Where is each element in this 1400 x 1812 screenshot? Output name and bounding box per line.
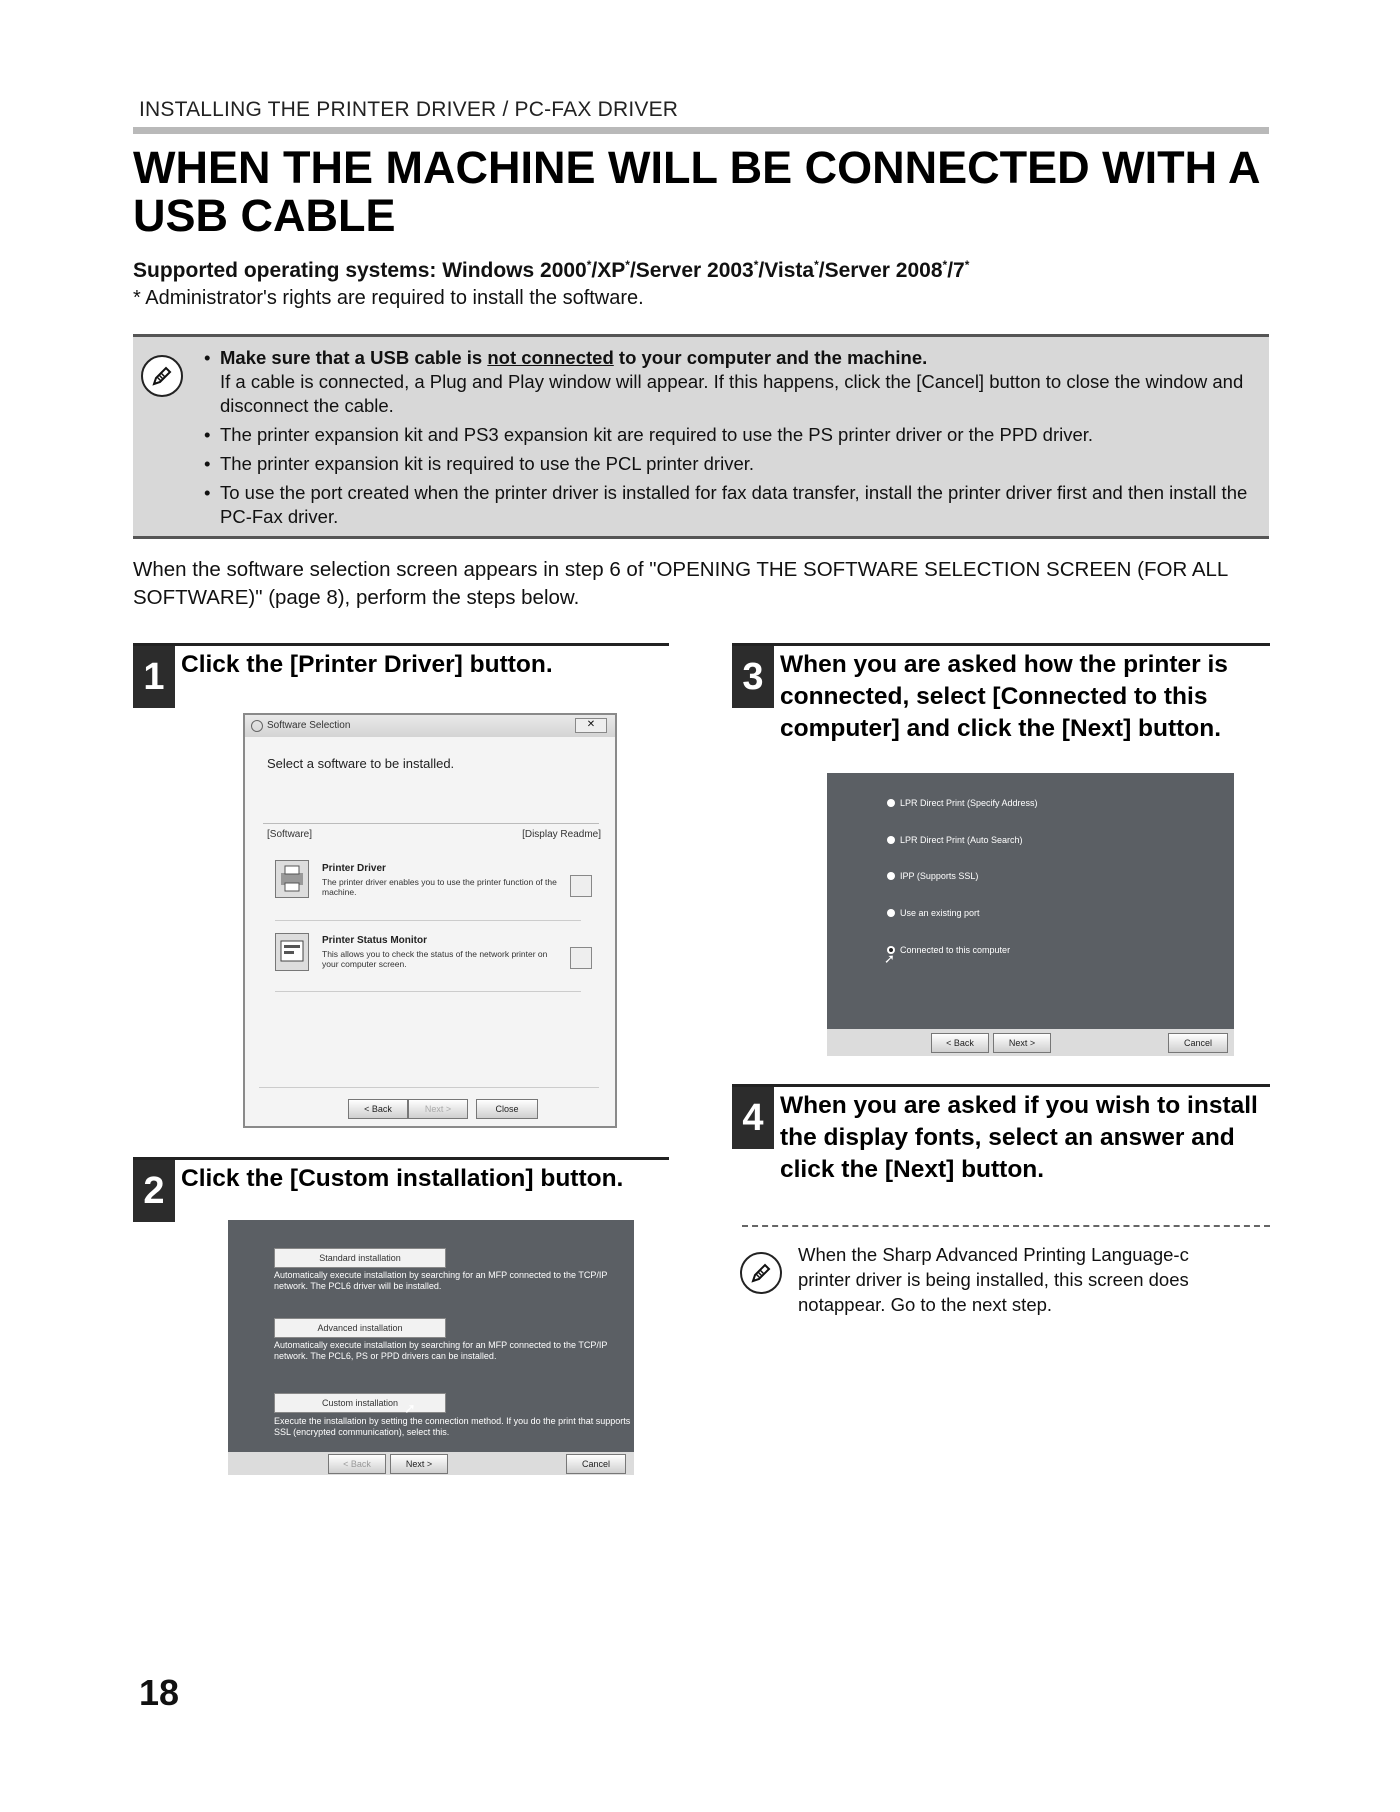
note-item: • To use the port created when the printer driver is installed for fax data transfer, install the printer driver first and then install the PC-Fax driver. bbox=[202, 481, 1262, 529]
printer-driver-label[interactable]: Printer Driver bbox=[322, 863, 386, 874]
supported-os bbox=[133, 258, 969, 283]
custom-installation-button[interactable]: Custom installation bbox=[274, 1393, 446, 1413]
installation-type-screenshot bbox=[228, 1220, 634, 1475]
page-title: WHEN THE MACHINE WILL BE CONNECTED WITH A USB CABLE bbox=[133, 142, 1259, 241]
admin-note: * Administrator's rights are required to install the software. bbox=[133, 287, 644, 309]
page-number: 18 bbox=[139, 1672, 180, 1713]
close-button[interactable]: Close bbox=[476, 1099, 538, 1119]
pencil-note-icon bbox=[740, 1252, 782, 1294]
divider bbox=[263, 823, 599, 824]
close-icon[interactable]: ✕ bbox=[575, 718, 607, 733]
radio-label: IPP (Supports SSL) bbox=[900, 871, 979, 881]
note-item: • The printer expansion kit and PS3 expansion kit are required to use the PS printer driver or the PPD driver. bbox=[202, 423, 1262, 447]
step-4-title: When you are asked if you wish to install the display fonts, select an answer and click the [Next] button. bbox=[780, 1092, 1258, 1183]
os-vista: /Vista bbox=[758, 259, 815, 282]
back-button[interactable]: < Back bbox=[328, 1454, 386, 1474]
os-win7: /7 bbox=[947, 259, 965, 282]
asterisk: * bbox=[586, 258, 592, 272]
app-icon bbox=[251, 720, 263, 732]
column-software: [Software] bbox=[267, 829, 313, 840]
asterisk: * bbox=[753, 258, 759, 272]
readme-icon[interactable] bbox=[570, 947, 592, 969]
radio-label: LPR Direct Print (Auto Search) bbox=[900, 835, 1023, 845]
status-monitor-icon[interactable] bbox=[275, 933, 309, 971]
advanced-installation-button[interactable]: Advanced installation bbox=[274, 1318, 446, 1338]
radio-icon bbox=[887, 799, 895, 807]
asterisk: * bbox=[625, 258, 630, 272]
next-button[interactable]: Next > bbox=[993, 1033, 1051, 1053]
intro-paragraph: When the software selection screen appears in step 6 of "OPENING THE SOFTWARE SELECTION SCREEN (FOR ALL SOFTWARE)" (page 8), perform the steps below. bbox=[133, 558, 1228, 609]
divider bbox=[275, 920, 581, 921]
radio-icon bbox=[887, 836, 895, 844]
step-2-rule bbox=[133, 1157, 669, 1160]
os-xp: /XP bbox=[591, 259, 626, 282]
readme-icon[interactable] bbox=[570, 875, 592, 897]
step-2-number: 2 bbox=[133, 1160, 175, 1222]
radio-option[interactable] bbox=[887, 798, 1038, 808]
tip-text: When the Sharp Advanced Printing Language-c printer driver is being installed, this screen does notappear. Go to the next step. bbox=[798, 1244, 1189, 1315]
note-underlined-text: not connected bbox=[487, 347, 614, 368]
header-rule bbox=[133, 127, 1269, 134]
radio-label: Use an existing port bbox=[900, 908, 980, 918]
status-monitor-desc: This allows you to check the status of the network printer on your computer screen. bbox=[322, 949, 548, 969]
step-2-title: Click the [Custom installation] button. bbox=[181, 1165, 624, 1192]
step-4-rule bbox=[732, 1084, 1270, 1087]
step-1-number: 1 bbox=[133, 646, 175, 708]
next-button[interactable]: Next > bbox=[390, 1454, 448, 1474]
note-bold-text: Make sure that a USB cable is bbox=[220, 347, 488, 368]
mouse-cursor-icon: ➚ bbox=[884, 951, 895, 966]
note-item: • The printer expansion kit is required to use the PCL printer driver. bbox=[202, 452, 1262, 476]
mouse-cursor-icon: ➚ bbox=[404, 1400, 416, 1416]
dotted-divider bbox=[742, 1225, 1270, 1227]
asterisk: * bbox=[814, 258, 819, 272]
supported-os-label: Supported operating systems: Windows 2000 bbox=[133, 259, 587, 282]
cancel-button[interactable]: Cancel bbox=[566, 1454, 626, 1474]
divider bbox=[275, 991, 581, 992]
divider bbox=[259, 1087, 599, 1088]
column-readme: [Display Readme] bbox=[522, 829, 601, 840]
printer-driver-desc: The printer driver enables you to use the printer function of the machine. bbox=[322, 877, 557, 897]
note-text: If a cable is connected, a Plug and Play window will appear. If this happens, click the [Cancel] button to close the window and disconnect the cable. bbox=[220, 371, 1244, 416]
next-button[interactable]: Next > bbox=[408, 1099, 468, 1119]
step-3-rule bbox=[732, 643, 1270, 646]
standard-installation-desc: Automatically execute installation by searching for an MFP connected to the TCP/IP network. The PCL6 driver will be installed. bbox=[274, 1270, 608, 1291]
window-title: Software Selection bbox=[267, 720, 351, 731]
back-button[interactable]: < Back bbox=[348, 1099, 408, 1119]
step-1-rule bbox=[133, 643, 669, 646]
radio-option[interactable] bbox=[887, 835, 1023, 845]
note-list bbox=[202, 346, 1262, 534]
advanced-installation-desc: Automatically execute installation by searching for an MFP connected to the TCP/IP network. The PCL6, PS or PPD drivers can be installed. bbox=[274, 1340, 608, 1361]
radio-option[interactable] bbox=[887, 871, 978, 881]
back-button[interactable]: < Back bbox=[931, 1033, 989, 1053]
radio-label: Connected to this computer bbox=[900, 945, 1011, 955]
prompt-text: Select a software to be installed. bbox=[267, 756, 455, 771]
radio-icon bbox=[887, 909, 895, 917]
section-header-label: INSTALLING THE PRINTER DRIVER / PC-FAX DRIVER bbox=[139, 98, 679, 121]
radio-option[interactable] bbox=[887, 908, 980, 918]
note-item bbox=[202, 346, 1262, 418]
custom-installation-desc: Execute the installation by setting the connection method. If you do the print that supports SSL (encrypted communication), select this. bbox=[274, 1416, 631, 1437]
pencil-note-icon bbox=[141, 355, 183, 397]
step-4-number: 4 bbox=[732, 1087, 774, 1149]
cancel-button[interactable]: Cancel bbox=[1168, 1033, 1228, 1053]
radio-label: LPR Direct Print (Specify Address) bbox=[900, 798, 1038, 808]
radio-option-selected[interactable] bbox=[887, 945, 1010, 955]
os-server2008: /Server 2008 bbox=[818, 259, 943, 282]
connection-method-screenshot bbox=[827, 773, 1234, 1056]
asterisk: * bbox=[964, 258, 970, 272]
asterisk: * bbox=[942, 258, 948, 272]
standard-installation-button[interactable]: Standard installation bbox=[274, 1248, 446, 1268]
os-server2003: /Server 2003 bbox=[629, 259, 754, 282]
step-1-title: Click the [Printer Driver] button. bbox=[181, 651, 553, 678]
radio-icon bbox=[887, 872, 895, 880]
printer-driver-icon[interactable] bbox=[275, 860, 309, 898]
step-3-number: 3 bbox=[732, 646, 774, 708]
software-selection-screenshot bbox=[243, 713, 617, 1128]
note-bold-text: to your computer and the machine. bbox=[613, 347, 928, 368]
step-3-title: When you are asked how the printer is connected, select [Connected to this computer] and click the [Next] button. bbox=[780, 651, 1228, 742]
status-monitor-label[interactable]: Printer Status Monitor bbox=[322, 935, 428, 946]
